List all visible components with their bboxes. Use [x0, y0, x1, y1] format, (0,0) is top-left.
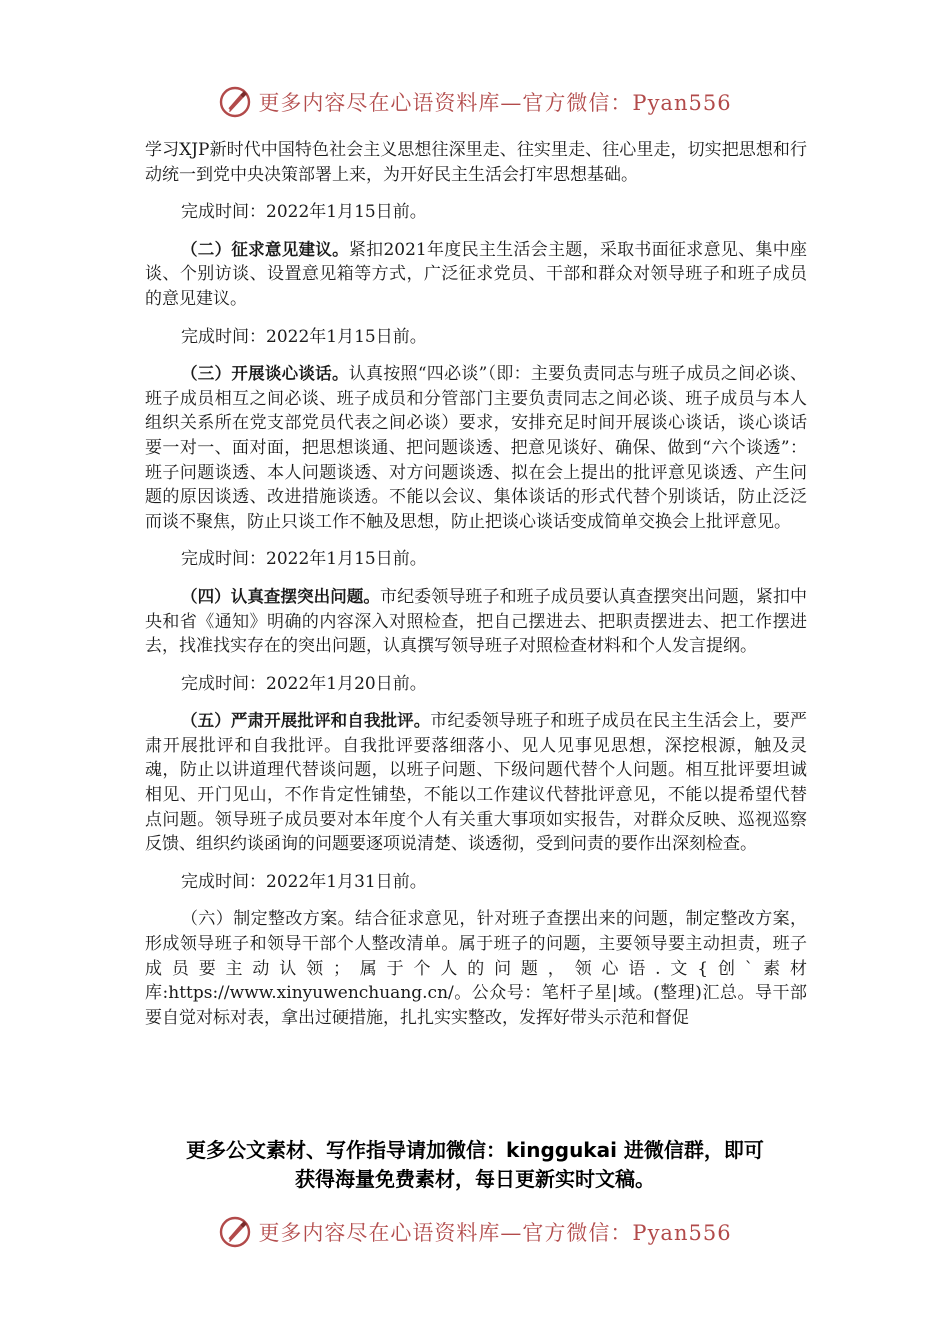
document-body — [145, 138, 807, 1043]
section-2-paragraph: （二）征求意见建议。紧扣2021年度民主生活会主题，采取书面征求意见、集中座谈、个别访谈、设置意见箱等方式，广泛征求党员、干部和群众对领导班子和班子成员的意见建议。 — [145, 239, 808, 309]
pen-logo-icon — [218, 1215, 252, 1249]
section-3-heading: （三）开展谈心谈话。 — [181, 364, 349, 384]
completion-time: 完成时间：2022年1月15日前。 — [181, 202, 427, 223]
section-5-paragraph: （五）严肃开展批评和自我批评。市纪委领导班子和班子成员在民主生活会上，要严肃开展批评和自我批评。自我批评要落细落小、见人见事见思想，深挖根源，触及灵魂，防止以讲道理代替谈问题，以班子问题、下级问题代替个人问题。相互批评要坦诚相见、开门见山，不作肯定性铺垫，不能以工作建议代替批评意见，不能以提希望代替点问题。领导班子成员要对本年度个人有关重大事项如实报告，对群众反映、巡视巡察反馈、组织约谈函询的问题要逐项说清楚、谈透彻，受到问责的要作出深刻检查。 — [145, 711, 807, 855]
section-3-paragraph: （三）开展谈心谈话。认真按照“四必谈”（即：主要负责同志与班子成员之间必谈、班子成员相互之间必谈、班子成员和分管部门主要负责同志之间必谈、班子成员与本人组织关系所在党支部党员代表之间必谈）要求，安排充足时间开展谈心谈话，谈心谈话要一对一、面对面，把思想谈通、把问题谈透、把意见谈好、确保、做到“六个谈透”：班子问题谈透、本人问题谈透、对方问题谈透、拟在会上提出的批评意见谈透、产生问题的原因谈透、改进措施谈透。不能以会议、集体谈话的形式代替个别谈话，防止泛泛而谈不聚焦，防止只谈工作不触及思想，防止把谈心谈话变成简单交换会上批评意见。 — [145, 364, 807, 532]
section-4-paragraph: （四）认真查摆突出问题。市纪委领导班子和班子成员要认真查摆突出问题，紧扣中央和省《通知》明确的内容深入对照检查，把自己摆进去、把职责摆进去、把工作摆进去，找准找实存在的突出问题，认真撰写领导班子对照检查材料和个人发言提纲。 — [145, 586, 807, 657]
banner-text: 更多内容尽在心语资料库—官方微信：Pyan556 — [258, 91, 732, 115]
section-5-heading: （五）严肃开展批评和自我批评。 — [181, 711, 431, 731]
completion-time: 完成时间：2022年1月15日前。 — [181, 549, 427, 570]
completion-time: 完成时间：2022年1月31日前。 — [181, 871, 427, 892]
cta-line-1: 更多公文素材、写作指导请加微信：kinggukai 进微信群，即可 — [186, 1138, 764, 1162]
section-6-paragraph: （六）制定整改方案。结合征求意见，针对班子查摆出来的问题，制定整改方案，形成领导班子和领导干部个人整改清单。属于班子的问题，主要领导要主动担责，班子成员要主动认领；属于个人的问题，领心语.文{创`素材库:https://www.xinyuwenchuang.cn/。公众号：笔杆子星|域。(整理)汇总。导干部要自觉对标对表，拿出过硬措施，扎扎实实整改，发挥好带头示范和督促 — [145, 909, 807, 1028]
pen-logo-icon — [218, 85, 252, 119]
banner-text: 更多内容尽在心语资料库—官方微信：Pyan556 — [258, 1221, 732, 1245]
paragraph-intro: 学习XJP新时代中国特色社会主义思想往深里走、往实里走、往心里走，切实把思想和行动统一到党中央决策部署上来，为开好民主生活会打牢思想基础。 — [145, 140, 807, 185]
completion-time: 完成时间：2022年1月15日前。 — [181, 326, 427, 347]
section-2-heading: （二）征求意见建议。 — [181, 239, 349, 259]
completion-time: 完成时间：2022年1月20日前。 — [181, 673, 427, 694]
footer-banner — [0, 1212, 950, 1252]
call-to-action — [0, 1136, 950, 1194]
header-banner — [0, 82, 950, 122]
section-4-heading: （四）认真查摆突出问题。 — [181, 586, 380, 606]
cta-line-2: 获得海量免费素材，每日更新实时文稿。 — [295, 1167, 655, 1191]
